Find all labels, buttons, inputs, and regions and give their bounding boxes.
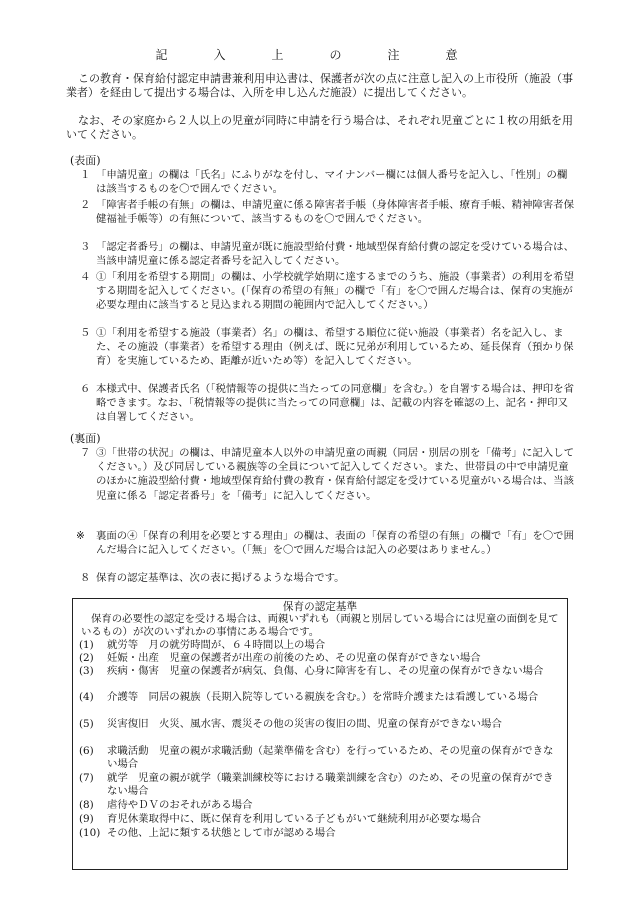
- item-number: ５: [80, 327, 91, 339]
- item-text: 「認定者番号」の欄は、申請児童が既に施設型給付費・地域型保育給付費の認定を受けている場合は、当該申請児童に係る認定者番号を記入してください。: [96, 241, 574, 268]
- item-text: 保育の認定基準は、次の表に掲げるような場合です。: [96, 572, 345, 584]
- reason-number: (4): [79, 691, 94, 703]
- item-number: ２: [80, 199, 91, 211]
- reason-text: 虐待やＤＶのおそれがある場合: [107, 799, 253, 811]
- reason-number: (1): [79, 639, 94, 651]
- item-text: ①「利用を希望する施設（事業者）名」の欄は、希望する順位に従い施設（事業者）名を記入し、また、その施設（事業者）を希望する理由（例えば、既に兄弟が利用しているため、延長保育（預かり保育）を実施しているため、距離が近いため等）を記入してください。: [96, 327, 574, 368]
- criteria-box: [72, 598, 568, 870]
- reason-text: 妊娠・出産 児童の保護者が出産の前後のため、その児童の保育ができない場合: [107, 652, 481, 664]
- item-text: ③「世帯の状況」の欄は、申請児童本人以外の申請児童の両親（同居・別居の別を「備考」に記入してください。）及び同居している親族等の全員について記入してください。また、世帯員の中で申請児童のほかに施設型給付費・地域型保育給付費の教育・保育給付認定を受けている児童がいる場合は、当該児童に係る「認定者番号」を「備考」に記入してください。: [96, 447, 574, 502]
- reason-text: 就学 児童の親が就学（職業訓練校等における職業訓練を含む）のため、その児童の保育ができない場合: [107, 772, 554, 797]
- back-side-label: (裏面): [70, 432, 101, 445]
- reason-text: 疾病・傷害 児童の保護者が病気、負傷、心身に障害を有し、その児童の保育ができない場合: [107, 665, 544, 677]
- reason-number: (2): [79, 652, 94, 664]
- reason-text: 求職活動 児童の親が求職活動（起業準備を含む）を行っているため、その児童の保育ができない場合: [107, 745, 554, 770]
- note-mark: ※: [76, 530, 85, 542]
- reason-text: 育児休業取得中に、既に保育を利用している子どもがいて継続利用が必要な場合: [107, 813, 482, 825]
- reason-text: 災害復旧 火災、風水害、震災その他の災害の復旧の間、児童の保育ができない場合: [107, 718, 502, 730]
- reason-number: (7): [79, 772, 94, 784]
- item-number: ７: [80, 447, 91, 459]
- intro-paragraph-2: なお、その家庭から２人以上の児童が同時に申請を行う場合は、それぞれ児童ごとに１枚の用紙を用いてください。: [66, 114, 573, 141]
- item-text: 本様式中、保護者氏名（「税情報等の提供に当たっての同意欄」を含む。）を自署する場合は、押印を省略できます。なお、「税情報等の提供に当たっての同意欄」は、記載の内容を確認の上、記名・押印又は自署してください。: [96, 383, 574, 424]
- item-text: 「障害者手帳の有無」の欄は、申請児童に係る障害者手帳（身体障害者手帳、療育手帳、精神障害者保健福祉手帳等）の有無について、該当するものを〇で囲んでください。: [96, 199, 574, 226]
- reason-number: (5): [79, 718, 94, 730]
- reason-number: (9): [79, 813, 94, 825]
- reason-number: (8): [79, 799, 94, 811]
- front-side-label: (表面): [70, 154, 101, 167]
- criteria-intro: 保育の必要性の認定を受ける場合は、両親いずれも（両親と別居している場合には児童の面倒を見ているもの）が次のいずれかの事情にある場合です。: [81, 613, 559, 638]
- page-title: 記 入 上 の 注 意: [155, 48, 475, 62]
- item-number: ６: [80, 383, 91, 395]
- item-text: 「申請児童」の欄は「氏名」にふりがなを付し、マイナンバー欄には個人番号を記入し、「性別」の欄は該当するものを〇で囲んでください。: [96, 169, 568, 196]
- reason-number: (10): [79, 827, 101, 839]
- criteria-title: 保育の認定基準: [282, 601, 358, 613]
- reason-number: (3): [79, 665, 94, 677]
- item-number: ４: [80, 271, 91, 283]
- reason-text: その他、上記に類する状態として市が認める場合: [107, 827, 336, 839]
- intro-paragraph-1: この教育・保育給付認定申請書兼利用申込書は、保護者が次の点に注意し記入の上市役所（施設（事業者）を経由して提出する場合は、入所を申し込んだ施設）に提出してください。: [66, 72, 573, 99]
- item-number: ８: [80, 572, 91, 584]
- item-text: ①「利用を希望する期間」の欄は、小学校就学始期に達するまでのうち、施設（事業者）の利用を希望する期間を記入してください。(「保育の希望の有無」の欄で「有」を〇で囲んだ場合は、保育の実施が必要な理由に該当すると見込まれる期間の範囲内で記入してください。）: [96, 271, 574, 312]
- reason-text: 就労等 月の就労時間が、６４時間以上の場合: [107, 639, 326, 651]
- item-number: ３: [80, 241, 91, 253]
- reason-number: (6): [79, 745, 94, 757]
- note-text: 裏面の④「保育の利用を必要とする理由」の欄は、表面の「保育の希望の有無」の欄で「有」を〇で囲んだ場合に記入してください。（「無」を〇で囲んだ場合は記入の必要はありません。）: [96, 530, 574, 557]
- reason-text: 介護等 同居の親族（長期入院等している親族を含む。）を常時介護または看護している場合: [107, 691, 539, 703]
- item-number: １: [80, 169, 91, 181]
